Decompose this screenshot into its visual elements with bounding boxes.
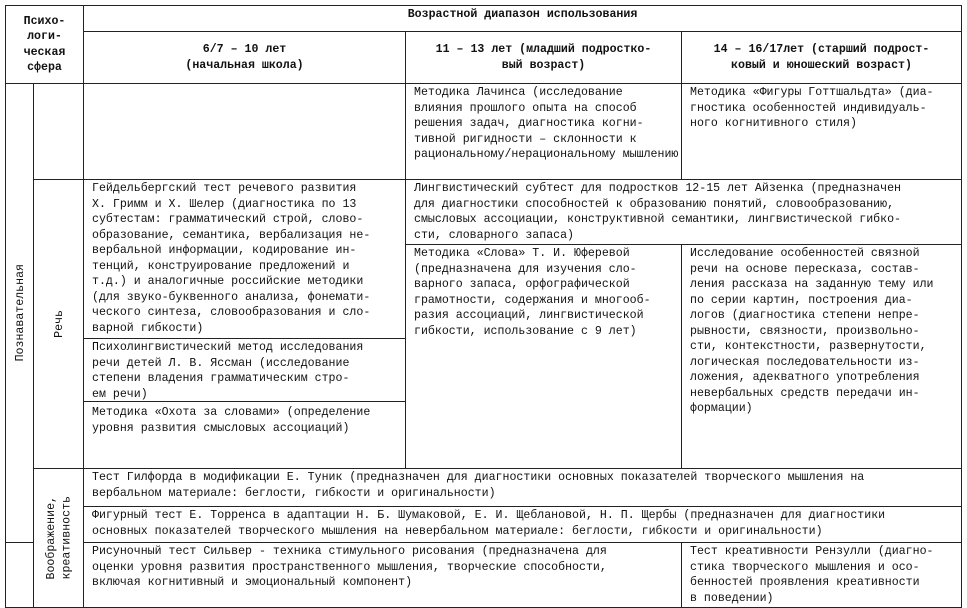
cell-gottschaldt: Методика «Фигуры Готтшальдта» (диа- гностика особенностей индивидуаль- ного когнитивного стиля) xyxy=(682,84,962,180)
header-sphere: Психо- логи- ческая сфера xyxy=(6,6,84,84)
cell-guilford: Тест Гилфорда в модификации Е. Туник (предназначен для диагностики основных показателей творческого мышления на вербальном материале: беглости, гибкости и оригинальности) xyxy=(84,469,962,507)
cell-silver: Рисуночный тест Сильвер - техника стимульного рисования (предназначена для оценки уровня развития пространственного мышления, творческие способности, включая когнитивный и эмоциональный компонент) xyxy=(84,543,682,608)
cell-yassman: Психолингвистический метод исследования речи детей Л. В. Яссман (исследование степени владения грамматическим стро- ем речи) xyxy=(84,339,405,402)
header-age-range: Возрастной диапазон использования xyxy=(84,6,962,32)
header-col-senior: 14 – 16/17лет (старший подрост- ковый и юношеский возраст) xyxy=(682,32,962,84)
subsection-speech-label: Речь xyxy=(52,310,66,338)
section-cognitive-label: Познавательная xyxy=(13,264,27,362)
cell-coherent-speech: Исследование особенностей связной речи на основе пересказа, состав- ления рассказа на заданную тему или по серии картин, построения диа- логов (диагностика степени непре- рывности, связности, произвольно- сти, контекстности, развернутости, логическая последовательности из- ложения, адекватного употребления невербальных средств передачи ин- формации) xyxy=(682,245,962,469)
cell-yuferova: Методика «Слова» Т. И. Юферевой (предназначена для изучения сло- варного запаса, орфографической грамотности, содержания и многооб- разия ассоциаций, лингвистической гибкости, использование с 9 лет) xyxy=(406,245,682,469)
cell-lachins: Методика Лачинса (исследование влияния прошлого опыта на способ решения задач, диагностика когни- тивной ригидности – склонности к рациональному/нерациональному мышлению xyxy=(406,84,682,180)
header-col-primary: 6/7 – 10 лет (начальная школа) xyxy=(84,32,406,84)
subsection-imagination-label: Воображение, креативность xyxy=(45,496,74,580)
cell-speech-stack xyxy=(84,339,406,469)
cell-heidelberg: Гейдельбергский тест речевого развития Х. Гримм и Х. Шелер (диагностика по 13 субтестам: грамматический строй, слово- образование, семантика, вербализация не- вербальной информации, кодирование ин- тенций, конструирование предложений и т.д.) и аналогичные российские методики (для звуко-буквенного анализа, фонемати- ческого синтеза, словообразования и сло- варной гибкости) xyxy=(84,180,406,339)
cell-imagination-sphere-blank xyxy=(6,543,34,608)
section-cognitive xyxy=(6,84,34,543)
cell-word-hunt: Методика «Охота за словами» (определение уровня развития смысловых ассоциаций) xyxy=(92,406,371,435)
methods-table xyxy=(5,5,962,608)
subsection-speech xyxy=(34,180,84,469)
subsection-imagination xyxy=(34,469,84,608)
cell-eysenck: Лингвистический субтест для подростков 12-15 лет Айзенка (предназначен для диагностики способностей к образованию понятий, словообразованию, смысловых ассоциации, конструктивной семантики, лингвистической гибко- сти, словарного запаса) xyxy=(406,180,962,245)
header-col-junior: 11 – 13 лет (младший подростко- вый возраст) xyxy=(406,32,682,84)
cell-thinking-primary xyxy=(84,84,406,180)
cell-torrance: Фигурный тест Е. Торренса в адаптации Н. Б. Шумаковой, Е. И. Щеблановой, Н. П. Щербы (предназначен для диагностики основных показателей творческого мышления на невербальном материале: беглости, гибкости и оригинальности) xyxy=(84,507,962,543)
subsection-thinking xyxy=(34,84,84,180)
cell-renzulli: Тест креативности Рензулли (диагно- стика творческого мышления и осо- бенностей проявления креативности в поведении) xyxy=(682,543,962,608)
